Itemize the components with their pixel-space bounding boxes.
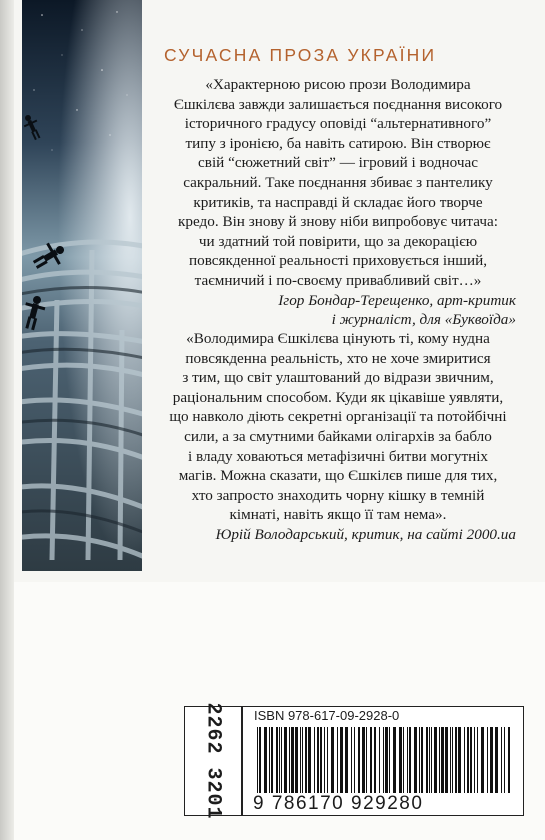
- vertical-code: 2262 3201: [201, 702, 225, 820]
- barcode-bar: [501, 727, 502, 793]
- series-title: СУЧАСНА ПРОЗА УКРАЇНИ: [164, 45, 437, 65]
- quote-line: що навколо діють секретні організації та потойбічні: [169, 408, 507, 426]
- quote-line: чи здатний той повірити, що за декорацією: [198, 232, 478, 250]
- review-quote-2: [148, 329, 528, 545]
- barcode-bar: [257, 727, 258, 793]
- barcode-bar: [389, 727, 390, 793]
- isbn-barcode: [242, 706, 524, 816]
- barcode-bar: [434, 727, 437, 793]
- barcode-bar: [441, 727, 444, 793]
- labyrinth-illustration: [22, 0, 142, 571]
- barcode-bar: [354, 727, 355, 793]
- barcode-bar: [445, 727, 448, 793]
- barcode-bars: [253, 727, 515, 793]
- barcode-bar: [383, 727, 384, 793]
- barcode-bar: [284, 727, 287, 793]
- quote-line: «Характерною рисою прози Володимира: [205, 76, 471, 93]
- barcode-bar: [393, 727, 396, 793]
- barcode-bar: [407, 727, 408, 793]
- barcode-bar: [295, 727, 298, 793]
- barcode-bar: [439, 727, 440, 793]
- barcode-bar: [279, 727, 280, 793]
- barcode-bar: [289, 727, 290, 793]
- barcode-bar: [487, 727, 488, 793]
- quote-line: свій “сюжетний світ” — ігровий і водночас: [198, 154, 478, 172]
- barcode-bar: [276, 727, 278, 793]
- barcode-bar: [403, 727, 404, 793]
- barcode-bar: [399, 727, 402, 793]
- barcode-bar: [464, 727, 465, 793]
- barcode-bar: [305, 727, 307, 793]
- barcode-bar: [281, 727, 282, 793]
- barcode-bar: [452, 727, 453, 793]
- vertical-code-label: [184, 702, 242, 820]
- barcode-bar: [327, 727, 328, 793]
- barcode-bar: [470, 727, 472, 793]
- isbn-number: ISBN 978-617-09-2928-0: [254, 708, 400, 723]
- quote-line: повсякденної реальності приховується інший,: [188, 252, 488, 270]
- barcode-bar: [337, 727, 338, 793]
- barcode-bar: [324, 727, 325, 793]
- barcode-bar: [308, 727, 311, 793]
- barcode-bar: [429, 727, 430, 793]
- quote-attribution: і журналіст, для «Буквоїда»: [331, 311, 516, 329]
- quote-line: кредо. Він знову й знову ніби випробовує читача:: [178, 213, 498, 231]
- quote-attribution: Юрій Володарський, критик, на сайті 2000.ua: [215, 525, 516, 543]
- barcode-bar: [374, 727, 376, 793]
- quote-line: сили, а за смутними байками олігархів за бабло: [184, 427, 492, 445]
- barcode-bar: [264, 727, 267, 793]
- quote-line: «Володимира Єшкілєва цінують ті, кому нудна: [186, 330, 490, 347]
- barcode-bar: [431, 727, 432, 793]
- barcode-bar: [419, 727, 420, 793]
- quote-line: магів. Можна сказати, що Єшкілєв пише для тих,: [178, 467, 498, 485]
- barcode-bar: [269, 727, 270, 793]
- barcode-bar: [450, 727, 451, 793]
- barcode-bar: [345, 727, 348, 793]
- barcode-bar: [385, 727, 388, 793]
- barcode-bar: [271, 727, 273, 793]
- quote-line: повсякденна реальність, хто не хоче змиритися: [185, 349, 491, 367]
- barcode-bar: [320, 727, 322, 793]
- ean-digits: 9 786170 929280: [253, 793, 424, 814]
- barcode-bar: [477, 727, 478, 793]
- barcode-bar: [474, 727, 475, 793]
- barcode-bar: [409, 727, 411, 793]
- barcode-bar: [421, 727, 423, 793]
- barcode-bar: [414, 727, 417, 793]
- quote-line: з тим, що світ улаштований до відрази звичним,: [182, 369, 494, 387]
- quote-line: і владу ховаються метафізичні битви могутніх: [187, 447, 489, 465]
- barcode-bar: [490, 727, 493, 793]
- barcode-bar: [314, 727, 315, 793]
- barcode-bar: [351, 727, 352, 793]
- quote-line: критиків, та насправді й складає його творче: [193, 193, 483, 211]
- barcode-bar: [362, 727, 365, 793]
- barcode-bar: [331, 727, 334, 793]
- labyrinth-artwork: [22, 0, 142, 571]
- barcode-bar: [366, 727, 367, 793]
- barcode-bar: [495, 727, 498, 793]
- quote-line: кімнаті, навіть якщо її там нема».: [229, 506, 447, 524]
- barcode-bar: [302, 727, 303, 793]
- barcode-bar: [379, 727, 380, 793]
- barcode-bar: [481, 727, 484, 793]
- quote-attribution: Ігор Бондар-Терещенко, арт-критик: [278, 291, 516, 309]
- barcode-bar: [300, 727, 301, 793]
- barcode-bar: [340, 727, 343, 793]
- quote-line: раціональним способом. Куди як цікавіше уявляти,: [172, 388, 504, 406]
- quote-line: типу з іронією, ба навіть сатирою. Він створює: [185, 134, 491, 152]
- quote-line: Єшкілєва завжди залишається поєднання високого: [173, 95, 503, 113]
- barcode-bar: [458, 727, 461, 793]
- barcode-bar: [426, 727, 428, 793]
- barcode-bar: [259, 727, 261, 793]
- barcode-bar: [317, 727, 319, 793]
- barcode-bar: [291, 727, 294, 793]
- quote-line: сакральний. Таке поєднання збиває з пантелику: [183, 173, 493, 191]
- spine-edge: [0, 0, 14, 840]
- barcode-bar: [370, 727, 372, 793]
- barcode-bar: [508, 727, 510, 793]
- barcode-bar: [467, 727, 469, 793]
- barcode-bar: [358, 727, 360, 793]
- barcode-bar: [455, 727, 457, 793]
- quote-line: хто запросто знаходить чорну кішку в темній: [191, 486, 485, 504]
- barcode-bar: [504, 727, 505, 793]
- quote-line: історичного градусу оповіді “альтернативного”: [184, 115, 492, 133]
- review-quote-1: [148, 75, 528, 330]
- quote-line: таємничий і по-своєму привабливий світ…»: [194, 271, 482, 289]
